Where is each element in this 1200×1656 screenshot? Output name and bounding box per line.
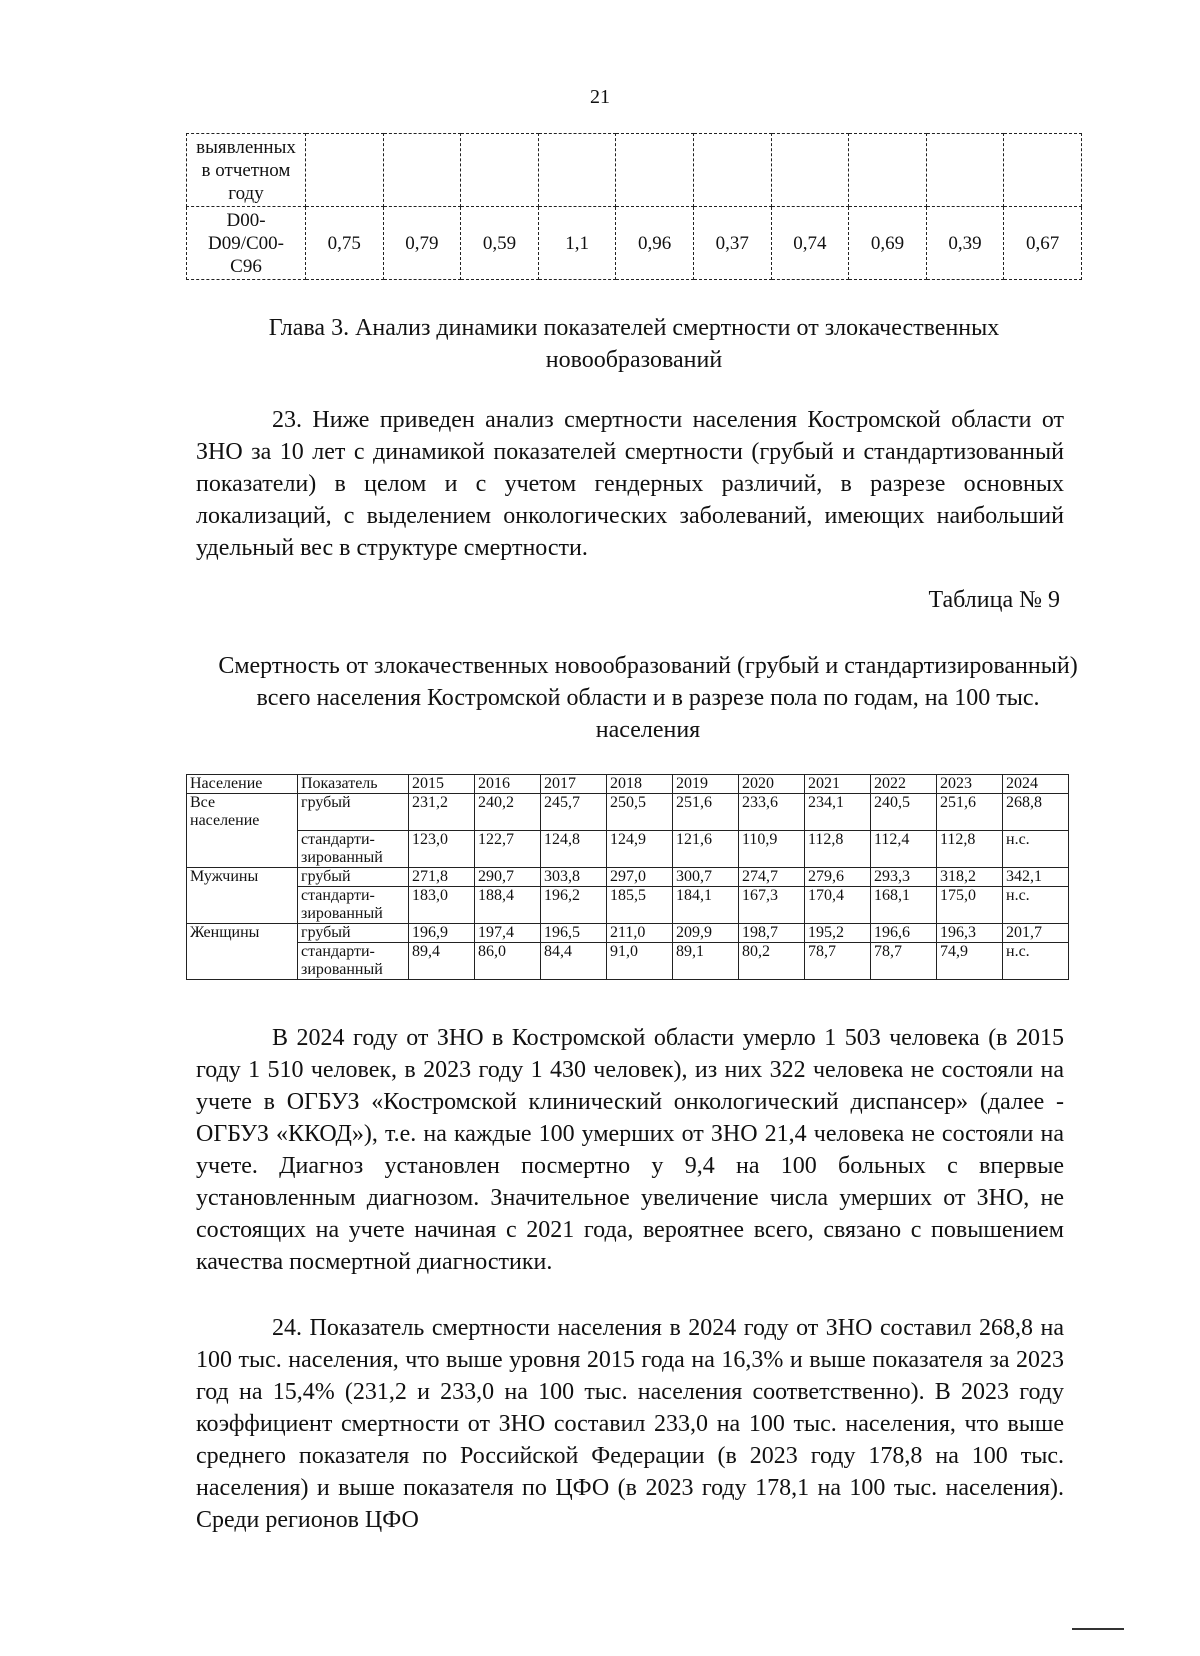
indicator-cell bbox=[298, 942, 409, 979]
value-cell: 209,9 bbox=[673, 923, 739, 942]
value-cell: 196,3 bbox=[937, 923, 1003, 942]
value-cell: 233,6 bbox=[739, 794, 805, 831]
population-cell bbox=[187, 886, 298, 923]
value-cell: 183,0 bbox=[409, 886, 475, 923]
cell-line: C96 bbox=[230, 255, 262, 277]
indicator-cell bbox=[298, 886, 409, 923]
population-cell bbox=[187, 830, 298, 867]
column-header: Показатель bbox=[298, 775, 409, 794]
value-cell: 185,5 bbox=[607, 886, 673, 923]
value-cell: 0,79 bbox=[383, 207, 461, 280]
value-cell: 245,7 bbox=[541, 794, 607, 831]
population-cell bbox=[187, 794, 298, 831]
value-cell: 342,1 bbox=[1003, 867, 1069, 886]
empty-cell bbox=[693, 134, 771, 207]
row-label-detected bbox=[187, 134, 306, 207]
column-header: 2024 bbox=[1003, 775, 1069, 794]
value-cell: н.с. bbox=[1003, 886, 1069, 923]
value-cell: 268,8 bbox=[1003, 794, 1069, 831]
value-cell: 89,1 bbox=[673, 942, 739, 979]
value-cell: 124,8 bbox=[541, 830, 607, 867]
value-cell: 271,8 bbox=[409, 867, 475, 886]
cell-line: выявленных bbox=[196, 136, 296, 158]
value-cell: 84,4 bbox=[541, 942, 607, 979]
value-cell: 201,7 bbox=[1003, 923, 1069, 942]
value-cell: 0,69 bbox=[849, 207, 927, 280]
table-caption: Смертность от злокачественных новообразований (грубый и стандартизированный) всего населения Костромской области и в разрезе пола по годам, на 100 тыс. населения bbox=[218, 653, 1078, 743]
value-cell: 0,59 bbox=[461, 207, 539, 280]
value-cell: 240,2 bbox=[475, 794, 541, 831]
table-row bbox=[187, 867, 1069, 886]
indicator-cell bbox=[298, 923, 409, 942]
cell-line: зированный bbox=[301, 848, 383, 866]
value-cell: 78,7 bbox=[805, 942, 871, 979]
value-cell: 231,2 bbox=[409, 794, 475, 831]
cell-line: стандарти- bbox=[301, 886, 375, 904]
cell-line: грубый bbox=[301, 923, 351, 941]
indicator-cell bbox=[298, 830, 409, 867]
value-cell: 196,2 bbox=[541, 886, 607, 923]
value-cell: 250,5 bbox=[607, 794, 673, 831]
empty-cell bbox=[383, 134, 461, 207]
column-header: 2019 bbox=[673, 775, 739, 794]
value-cell: 0,96 bbox=[616, 207, 694, 280]
value-cell: 188,4 bbox=[475, 886, 541, 923]
cell-line: грубый bbox=[301, 794, 351, 811]
value-cell: 1,1 bbox=[538, 207, 616, 280]
table-row bbox=[187, 886, 1069, 923]
table-row bbox=[187, 134, 1082, 207]
value-cell: 170,4 bbox=[805, 886, 871, 923]
empty-cell bbox=[926, 134, 1004, 207]
table-row bbox=[187, 207, 1082, 280]
value-cell: 0,67 bbox=[1004, 207, 1082, 280]
population-cell bbox=[187, 923, 298, 942]
value-cell: 122,7 bbox=[475, 830, 541, 867]
value-cell: 0,39 bbox=[926, 207, 1004, 280]
value-cell: 211,0 bbox=[607, 923, 673, 942]
column-header: 2021 bbox=[805, 775, 871, 794]
cell-line: D09/C00- bbox=[208, 232, 284, 254]
value-cell: 86,0 bbox=[475, 942, 541, 979]
value-cell: 112,4 bbox=[871, 830, 937, 867]
value-cell: 112,8 bbox=[937, 830, 1003, 867]
value-cell: 184,1 bbox=[673, 886, 739, 923]
column-header: 2017 bbox=[541, 775, 607, 794]
paragraph-2024: В 2024 году от ЗНО в Костромской области умерло 1 503 человека (в 2015 году 1 510 человек, в 2023 году 1 430 человек), из них 322 человека не состояли на учете в ОГБУЗ «Костромской клинический онкологический диспансер» (далее - ОГБУЗ «ККОД»), т.е. на каждые 100 умерших от ЗНО 21,4 человека не состояли на учете. Диагноз установлен посмертно у 9,4 на 100 больных с впервые установленным диагнозом. Значительное увеличение числа умерших от ЗНО, не состоящих на учете начиная с 2021 года, вероятнее всего, связано с повышением качества посмертной диагностики. bbox=[196, 1025, 1064, 1275]
cell-line: население bbox=[190, 812, 260, 829]
cell-line: D00- bbox=[226, 209, 266, 231]
value-cell: н.с. bbox=[1003, 830, 1069, 867]
value-cell: 198,7 bbox=[739, 923, 805, 942]
cell-line: Мужчины bbox=[190, 867, 259, 885]
table-row bbox=[187, 942, 1069, 979]
value-cell: 0,75 bbox=[306, 207, 384, 280]
corner-mark bbox=[1072, 1628, 1124, 1630]
empty-cell bbox=[1004, 134, 1082, 207]
cell-line: в отчетном bbox=[201, 159, 291, 181]
cell-line: зированный bbox=[301, 904, 383, 922]
value-cell: н.с. bbox=[1003, 942, 1069, 979]
value-cell: 251,6 bbox=[937, 794, 1003, 831]
column-header: Население bbox=[187, 775, 298, 794]
value-cell: 240,5 bbox=[871, 794, 937, 831]
value-cell: 318,2 bbox=[937, 867, 1003, 886]
column-header: 2018 bbox=[607, 775, 673, 794]
column-header: 2020 bbox=[739, 775, 805, 794]
value-cell: 274,7 bbox=[739, 867, 805, 886]
column-header: 2023 bbox=[937, 775, 1003, 794]
value-cell: 167,3 bbox=[739, 886, 805, 923]
population-cell bbox=[187, 867, 298, 886]
mortality-table bbox=[186, 774, 1069, 980]
cell-line: зированный bbox=[301, 960, 383, 978]
indicator-cell bbox=[298, 794, 409, 831]
population-cell bbox=[187, 942, 298, 979]
value-cell: 121,6 bbox=[673, 830, 739, 867]
value-cell: 124,9 bbox=[607, 830, 673, 867]
continuation-table bbox=[186, 133, 1082, 280]
indicator-cell bbox=[298, 867, 409, 886]
empty-cell bbox=[849, 134, 927, 207]
cell-line: Все bbox=[190, 794, 216, 811]
value-cell: 175,0 bbox=[937, 886, 1003, 923]
cell-line: году bbox=[228, 182, 264, 204]
table-row bbox=[187, 923, 1069, 942]
value-cell: 297,0 bbox=[607, 867, 673, 886]
empty-cell bbox=[771, 134, 849, 207]
empty-cell bbox=[461, 134, 539, 207]
value-cell: 168,1 bbox=[871, 886, 937, 923]
empty-cell bbox=[306, 134, 384, 207]
value-cell: 110,9 bbox=[739, 830, 805, 867]
value-cell: 0,37 bbox=[693, 207, 771, 280]
paragraph-23: 23. Ниже приведен анализ смертности населения Костромской области от ЗНО за 10 лет с динамикой показателей смертности (грубый и стандартизованный показатели) в целом и с учетом гендерных различий, в разрезе основных локализаций, с выделением онкологических заболеваний, имеющих наибольший удельный вес в структуре смертности. bbox=[196, 407, 1064, 561]
value-cell: 195,2 bbox=[805, 923, 871, 942]
value-cell: 251,6 bbox=[673, 794, 739, 831]
value-cell: 293,3 bbox=[871, 867, 937, 886]
empty-cell bbox=[616, 134, 694, 207]
row-label-code bbox=[187, 207, 306, 280]
value-cell: 300,7 bbox=[673, 867, 739, 886]
cell-line: стандарти- bbox=[301, 942, 375, 960]
value-cell: 0,74 bbox=[771, 207, 849, 280]
column-header: 2015 bbox=[409, 775, 475, 794]
value-cell: 196,6 bbox=[871, 923, 937, 942]
table-row bbox=[187, 794, 1069, 831]
header-row bbox=[187, 775, 1069, 794]
value-cell: 91,0 bbox=[607, 942, 673, 979]
chapter-title: Глава 3. Анализ динамики показателей смертности от злокачественных новообразований bbox=[268, 315, 1000, 373]
empty-cell bbox=[538, 134, 616, 207]
value-cell: 290,7 bbox=[475, 867, 541, 886]
value-cell: 196,9 bbox=[409, 923, 475, 942]
cell-line: грубый bbox=[301, 867, 351, 885]
value-cell: 78,7 bbox=[871, 942, 937, 979]
value-cell: 74,9 bbox=[937, 942, 1003, 979]
value-cell: 279,6 bbox=[805, 867, 871, 886]
table-row bbox=[187, 830, 1069, 867]
cell-line: Женщины bbox=[190, 923, 260, 941]
paragraph-24: 24. Показатель смертности населения в 2024 году от ЗНО составил 268,8 на 100 тыс. населения, что выше уровня 2015 года на 16,3% и выше показателя за 2023 год на 15,4% (231,2 и 233,0 на 100 тыс. населения соответственно). В 2023 году коэффициент смертности от ЗНО составил 233,0 на 100 тыс. населения, что выше среднего показателя по Российской Федерации (в 2023 году 178,8 на 100 тыс. населения) и выше показателя по ЦФО (в 2023 году 178,1 на 100 тыс. населения). Среди регионов ЦФО bbox=[196, 1315, 1064, 1533]
value-cell: 234,1 bbox=[805, 794, 871, 831]
value-cell: 123,0 bbox=[409, 830, 475, 867]
value-cell: 89,4 bbox=[409, 942, 475, 979]
column-header: 2016 bbox=[475, 775, 541, 794]
table-label: Таблица № 9 bbox=[928, 587, 1060, 613]
value-cell: 80,2 bbox=[739, 942, 805, 979]
value-cell: 303,8 bbox=[541, 867, 607, 886]
page-number: 21 bbox=[590, 86, 610, 108]
value-cell: 112,8 bbox=[805, 830, 871, 867]
value-cell: 196,5 bbox=[541, 923, 607, 942]
cell-line: стандарти- bbox=[301, 830, 375, 848]
column-header: 2022 bbox=[871, 775, 937, 794]
value-cell: 197,4 bbox=[475, 923, 541, 942]
